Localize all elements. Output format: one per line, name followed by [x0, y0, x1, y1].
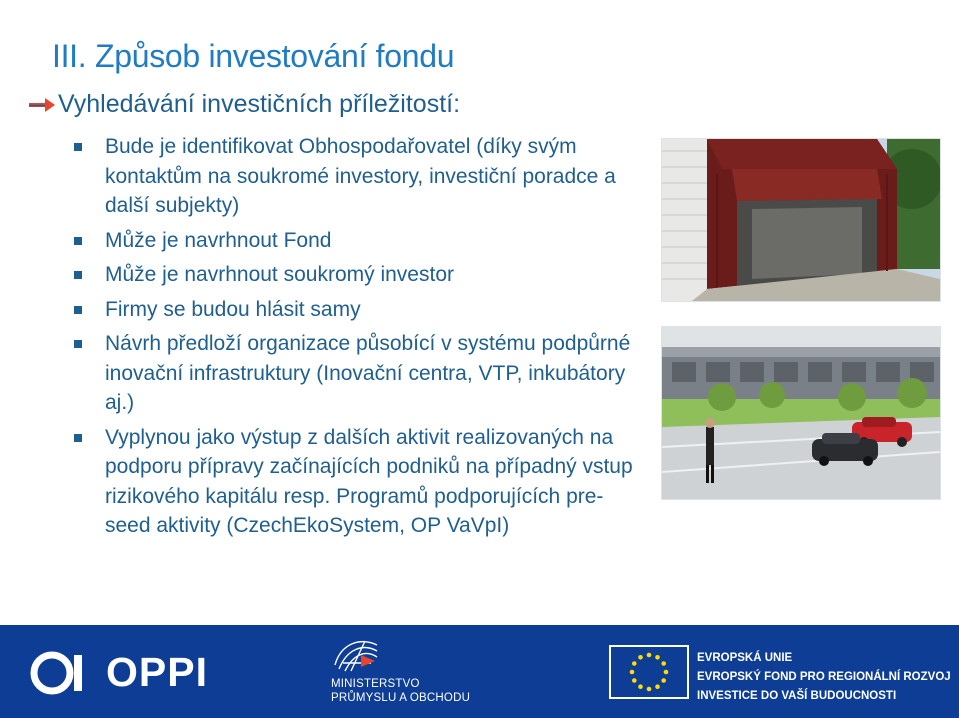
bullet-square-icon — [74, 143, 82, 151]
oppi-label: OPPI — [106, 649, 208, 695]
list-item — [74, 132, 634, 221]
garage-photo — [661, 138, 941, 302]
eu-text-block — [697, 649, 951, 706]
list-item — [74, 226, 634, 256]
bullet-list — [74, 132, 634, 546]
list-item — [74, 295, 634, 325]
ministry-line-2: PRŮMYSLU A OBCHODU — [331, 692, 471, 704]
bullet-text: Návrh předloží organizace působící v systému podpůrné inovační infrastruktury (Inovační centra, VTP, inkubátory aj.) — [105, 332, 631, 414]
bullet-text: Bude je identifikovat Obhospodařovatel (díky svým kontaktům na soukromé investory, investiční poradce a další subjekty) — [105, 135, 616, 217]
slide-subtitle: Vyhledávání investičních příležitostí: — [58, 90, 461, 118]
bullet-square-icon — [74, 434, 82, 442]
eu-line-3: INVESTICE DO VAŠÍ BUDOUCNOSTI — [697, 690, 897, 702]
ministry-line-1: MINISTERSTVO — [331, 678, 420, 690]
ministry-emblem-icon — [331, 635, 381, 675]
bullet-text: Může je navrhnout Fond — [105, 228, 332, 252]
bullet-text: Může je navrhnout soukromý investor — [105, 263, 454, 286]
eu-flag-icon — [609, 645, 689, 699]
bullet-text: Vyplynou jako výstup z dalších aktivit realizovaných na podporu přípravy začínajících podniků na případný vstup rizikového kapitálu resp. Programů podporujících pre-seed aktivity (CzechEkoSystem, OP VaVpI) — [105, 425, 633, 537]
list-item — [74, 423, 634, 541]
eu-line-2: EVROPSKÝ FOND PRO REGIONÁLNÍ ROZVOJ — [697, 671, 951, 683]
ministry-name — [331, 677, 470, 705]
list-item — [74, 260, 634, 290]
subtitle-row — [28, 90, 460, 119]
bullet-square-icon — [74, 271, 82, 279]
bullet-square-icon — [74, 306, 82, 314]
bullet-square-icon — [74, 340, 82, 348]
eu-line-1: EVROPSKÁ UNIE — [697, 652, 793, 664]
bullet-text: Firmy se budou hlásit samy — [105, 297, 361, 321]
footer-bar — [0, 625, 959, 718]
list-item — [74, 329, 634, 418]
bullet-square-icon — [74, 237, 82, 245]
slide-title: III. Způsob investování fondu — [52, 38, 455, 74]
business-park-photo — [661, 326, 941, 500]
arrow-icon — [28, 95, 56, 115]
